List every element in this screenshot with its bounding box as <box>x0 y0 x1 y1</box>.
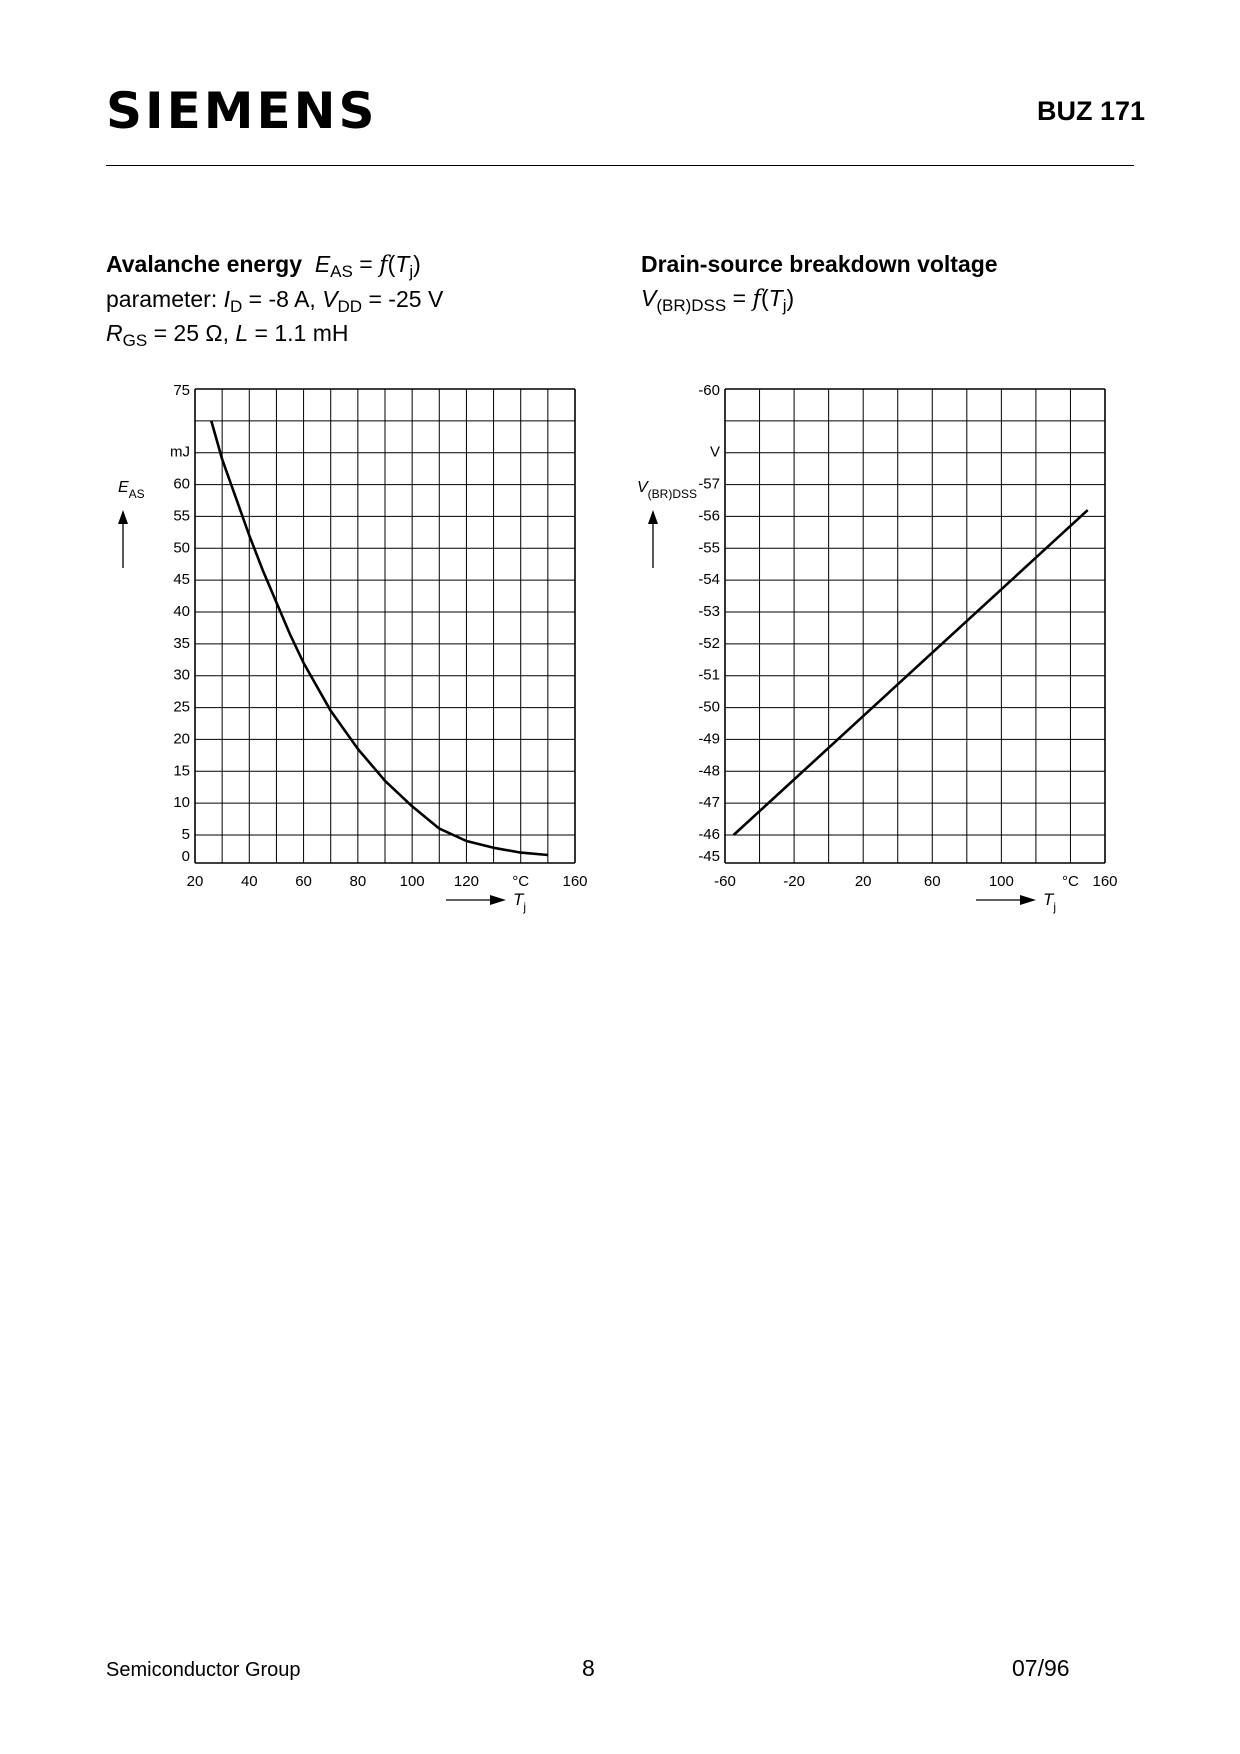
vdd-subscript: DD <box>337 297 363 316</box>
param-label: parameter: <box>106 286 218 312</box>
y-axis-arrowhead <box>118 510 128 524</box>
y-tick-label: 30 <box>173 666 190 684</box>
eas-symbol: E <box>314 251 331 277</box>
y-tick-label: V <box>709 443 720 461</box>
y-tick-label: -48 <box>698 762 720 780</box>
rgs-symbol: R <box>106 320 123 346</box>
y-tick-label: 10 <box>173 794 190 812</box>
x-tick-label: °C <box>512 873 530 890</box>
y-tick-label: -53 <box>698 603 720 620</box>
series-line <box>734 510 1088 835</box>
x-axis-label: $T_j$ <box>513 890 527 914</box>
y-tick-label: -51 <box>698 666 720 684</box>
x-tick-label: 60 <box>295 873 312 890</box>
footer-page: 8 <box>582 1655 595 1681</box>
x-tick-label: 20 <box>186 873 204 890</box>
y-tick-label: 50 <box>173 539 190 557</box>
y-tick-label: 40 <box>173 603 190 620</box>
y-tick-label: -55 <box>698 539 720 557</box>
footer-left: Semiconductor Group <box>106 1659 301 1681</box>
y-axis-label: $E_{AS}$ <box>118 479 145 501</box>
id-subscript: D <box>230 297 243 316</box>
rgs-value: = 25 Ω, <box>153 320 229 346</box>
id-symbol: I <box>223 286 230 312</box>
y-tick-label: -57 <box>698 475 720 493</box>
y-tick-label: -60 <box>698 382 720 399</box>
eas-subscript: AS <box>330 262 353 281</box>
x-tick-label: °C <box>1062 873 1079 890</box>
id-value: = -8 A, <box>248 286 316 312</box>
func-symbol-right: f <box>752 286 761 312</box>
left-caption-line1: Avalanche energy $E_{AS} = f(T_j)$ <box>106 251 421 281</box>
x-tick-label: 60 <box>923 873 941 890</box>
x-tick-label: 120 <box>453 873 479 890</box>
arg-subscript-right: j <box>782 296 787 315</box>
vbr-symbol: V <box>641 285 657 311</box>
y-tick-label: -52 <box>698 634 720 652</box>
eq-sign: = <box>359 251 373 277</box>
arg-symbol-right: T <box>768 285 783 311</box>
y-tick-label: 75 <box>173 382 190 399</box>
x-tick-label: 40 <box>240 873 258 890</box>
x-tick-label: 100 <box>988 873 1014 890</box>
y-axis-label: $V_{(BR)DSS}$ <box>637 479 698 501</box>
y-tick-label: 5 <box>181 826 190 843</box>
footer-date: 07/96 <box>1012 1655 1070 1681</box>
rgs-subscript: GS <box>122 331 148 350</box>
func-symbol: f <box>379 252 388 278</box>
y-tick-label: -47 <box>698 794 720 812</box>
vbr-subscript: (BR)DSS <box>656 296 727 315</box>
x-tick-label: 100 <box>399 873 425 890</box>
l-value: = 1.1 mH <box>254 320 349 346</box>
vdd-symbol: V <box>322 286 338 312</box>
y-tick-label: 0 <box>181 848 190 865</box>
x-tick-label: -60 <box>714 873 736 890</box>
y-tick-label: -54 <box>698 571 720 589</box>
right-caption-line2: $V_{(BR)DSS} = f(T_j)$ <box>641 285 795 315</box>
left-caption-title: Avalanche energy <box>106 251 303 277</box>
breakdown-chart <box>637 382 1118 914</box>
y-tick-label: 60 <box>173 475 190 493</box>
y-tick-label: 45 <box>173 571 190 589</box>
y-tick-label: -45 <box>698 848 720 865</box>
y-tick-label: 35 <box>173 634 190 652</box>
x-tick-label: 160 <box>1092 873 1118 890</box>
part-number: BUZ 171 <box>1036 96 1145 126</box>
siemens-logo: SIEMENS <box>106 82 378 140</box>
right-caption-title: Drain-source breakdown voltage <box>641 251 998 277</box>
vdd-value: = -25 V <box>368 286 444 312</box>
y-tick-label: 25 <box>173 698 190 716</box>
y-tick-label: -49 <box>698 730 720 748</box>
x-axis-label: $T_j$ <box>1043 890 1057 914</box>
y-tick-label: 15 <box>173 762 190 780</box>
y-tick-label: mJ <box>170 443 190 461</box>
x-axis-arrowhead <box>490 895 506 905</box>
arg-subscript: j <box>409 262 414 281</box>
y-tick-label: -56 <box>698 507 720 525</box>
series-line <box>211 421 548 855</box>
x-tick-label: 160 <box>562 873 588 890</box>
x-tick-label: 80 <box>349 873 367 890</box>
y-tick-label: 20 <box>173 730 190 748</box>
y-tick-label: -46 <box>698 826 720 843</box>
l-symbol: L <box>235 320 249 346</box>
y-tick-label: 55 <box>173 507 190 525</box>
y-tick-label: -50 <box>698 698 720 716</box>
x-axis-arrowhead <box>1020 895 1036 905</box>
arg-symbol: T <box>395 251 410 277</box>
x-tick-label: -20 <box>783 873 805 890</box>
x-tick-label: 20 <box>854 873 872 890</box>
avalanche-chart <box>118 382 588 914</box>
y-axis-arrowhead <box>648 510 658 524</box>
eq-sign-right: = <box>732 285 747 311</box>
